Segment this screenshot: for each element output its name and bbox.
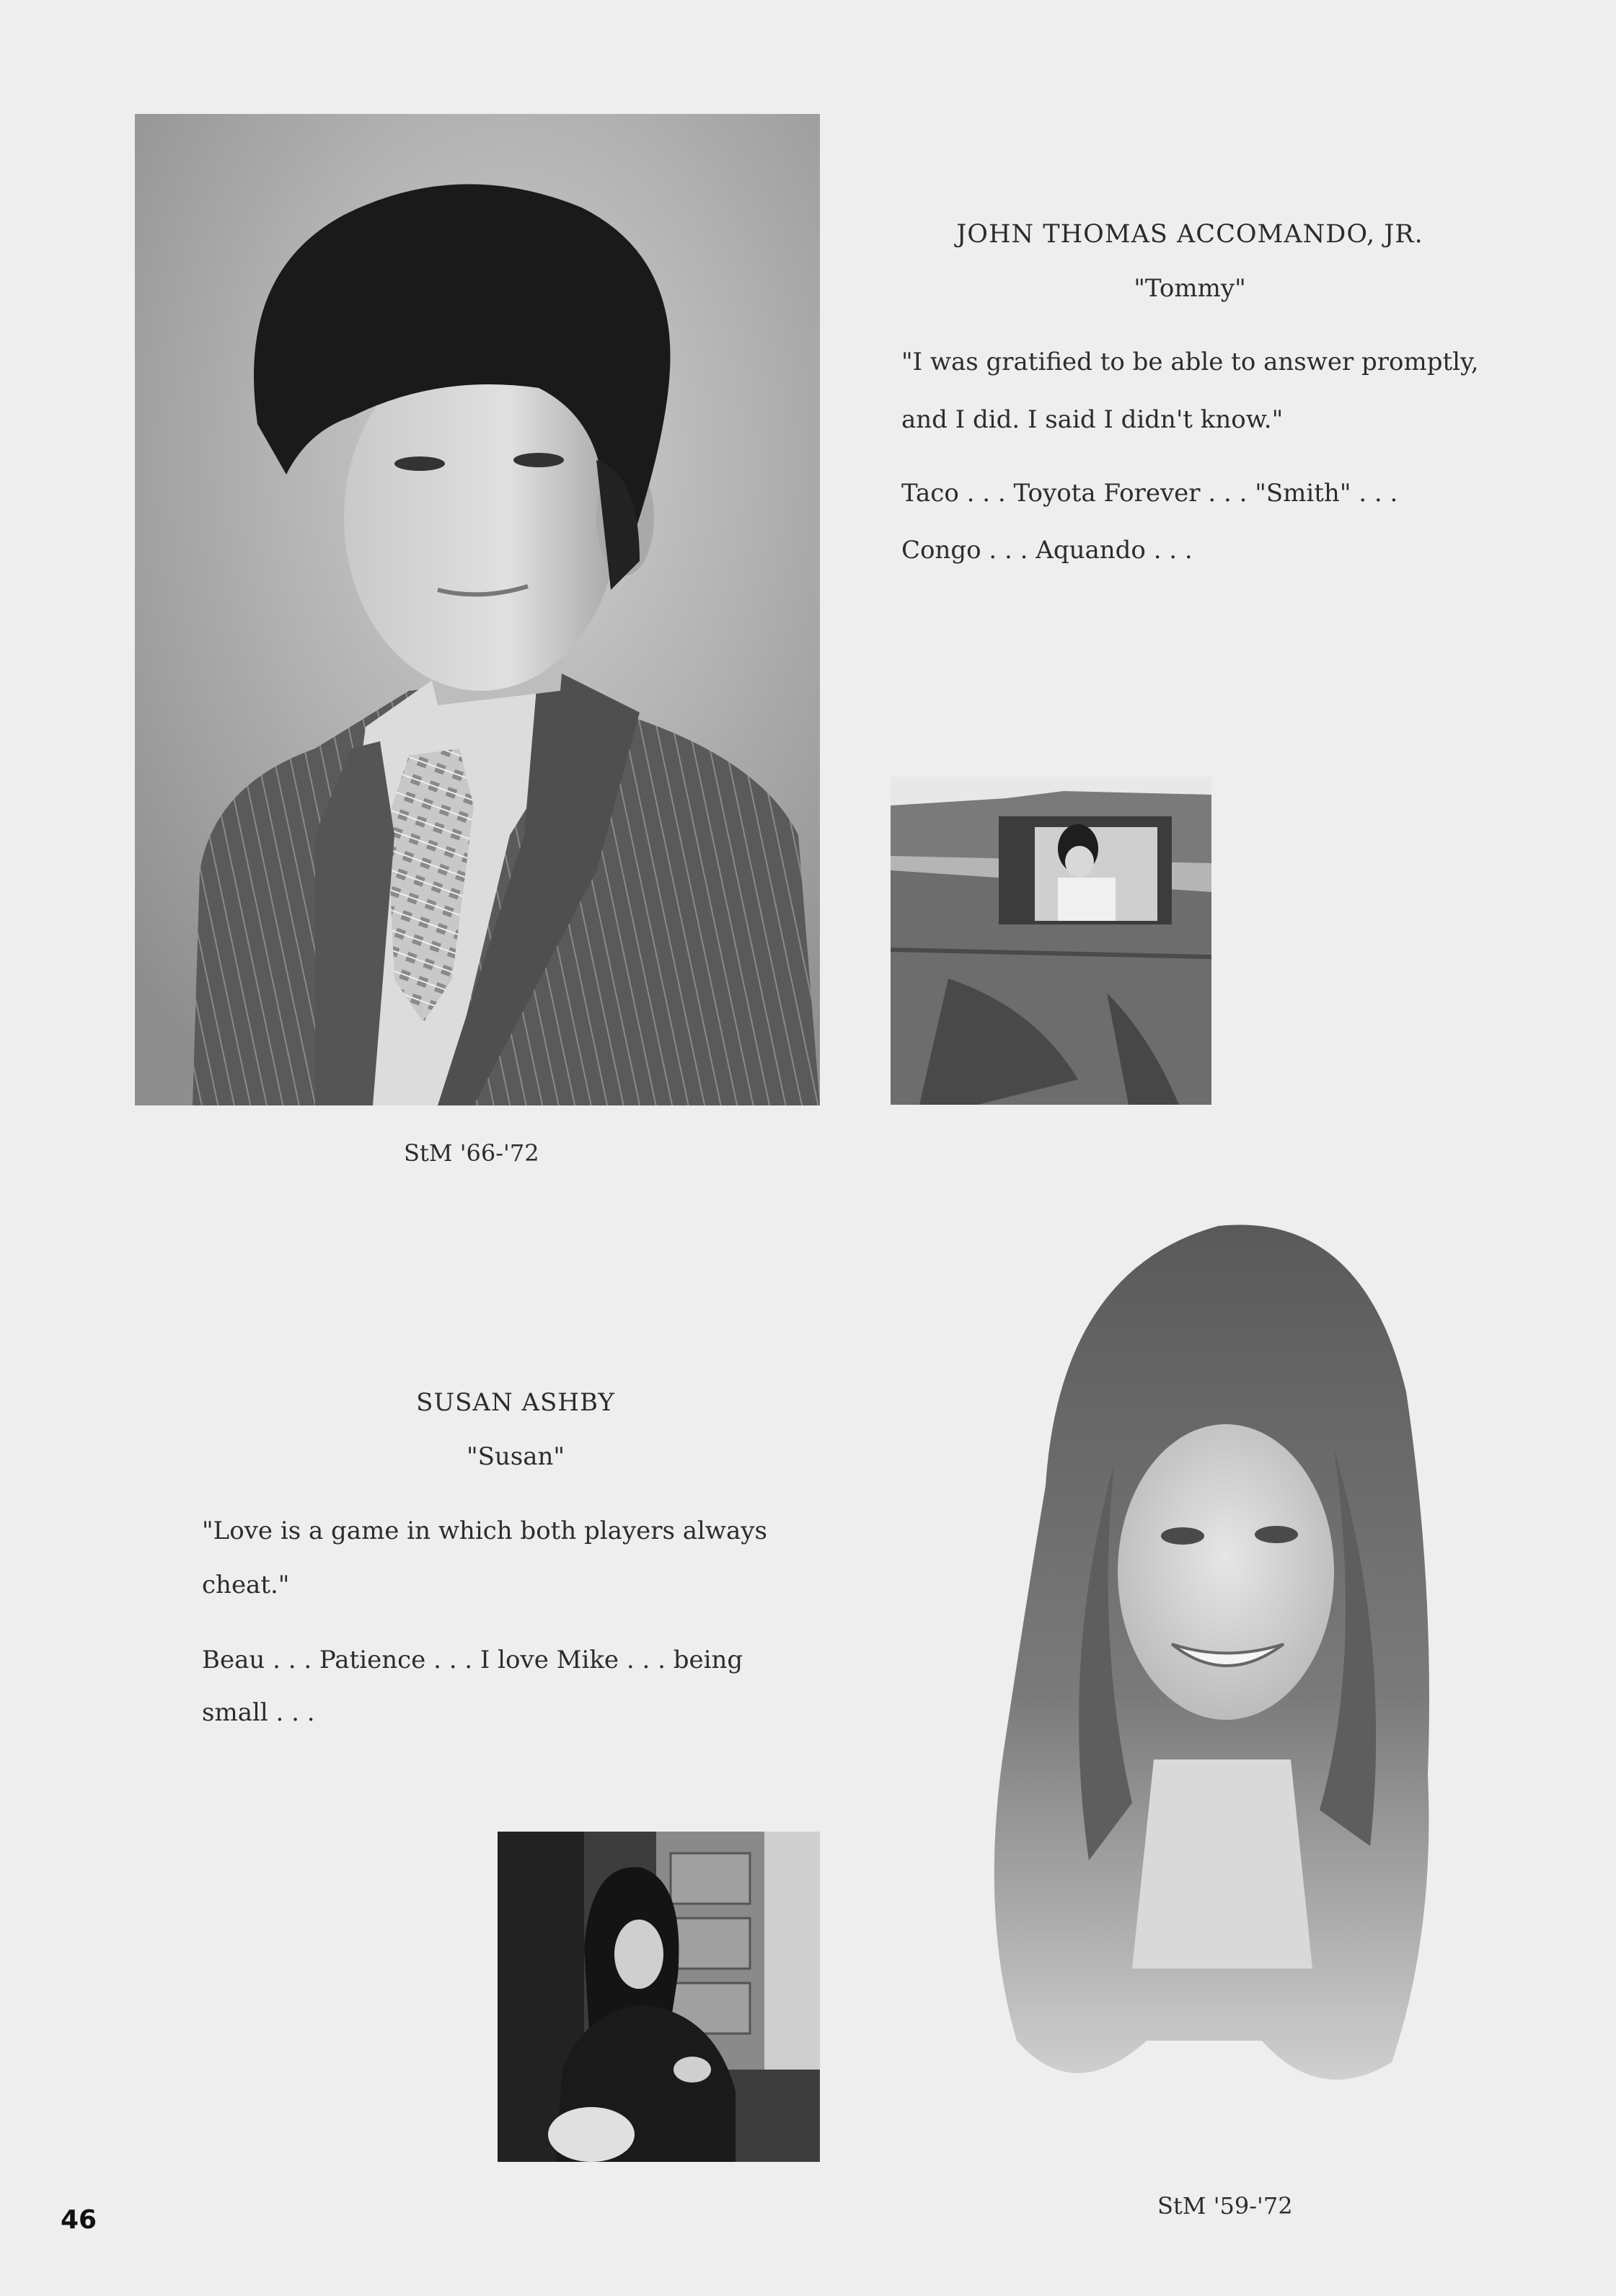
susan-quote-line-2: cheat." [202,1571,290,1599]
susan-quote-line-1: "Love is a game in which both players always [202,1516,767,1545]
susan-nickname: "Susan" [466,1442,565,1471]
susan-name: SUSAN ASHBY [416,1388,615,1417]
john-notes-line-2: Congo . . . Aquando . . . [901,536,1193,565]
john-years: StM '66-'72 [404,1139,539,1167]
john-car-photo [891,777,1211,1105]
john-nickname: "Tommy" [1134,274,1246,303]
susan-notes-line-2: small . . . [202,1698,315,1727]
susan-notes-line-1: Beau . . . Patience . . . I love Mike . . . being [202,1646,743,1674]
john-name: JOHN THOMAS ACCOMANDO, JR. [956,220,1423,249]
susan-years: StM '59-'72 [1157,2192,1293,2220]
john-quote-line-2: and I did. I said I didn't know." [901,405,1284,434]
john-notes-line-1: Taco . . . Toyota Forever . . . "Smith" . . . [901,479,1398,508]
john-portrait-photo [135,114,820,1105]
page-number: 46 [61,2205,97,2235]
susan-candid-photo [498,1832,820,2162]
susan-portrait-photo [959,1211,1464,2120]
john-quote-line-1: "I was gratified to be able to answer promptly, [901,348,1479,376]
